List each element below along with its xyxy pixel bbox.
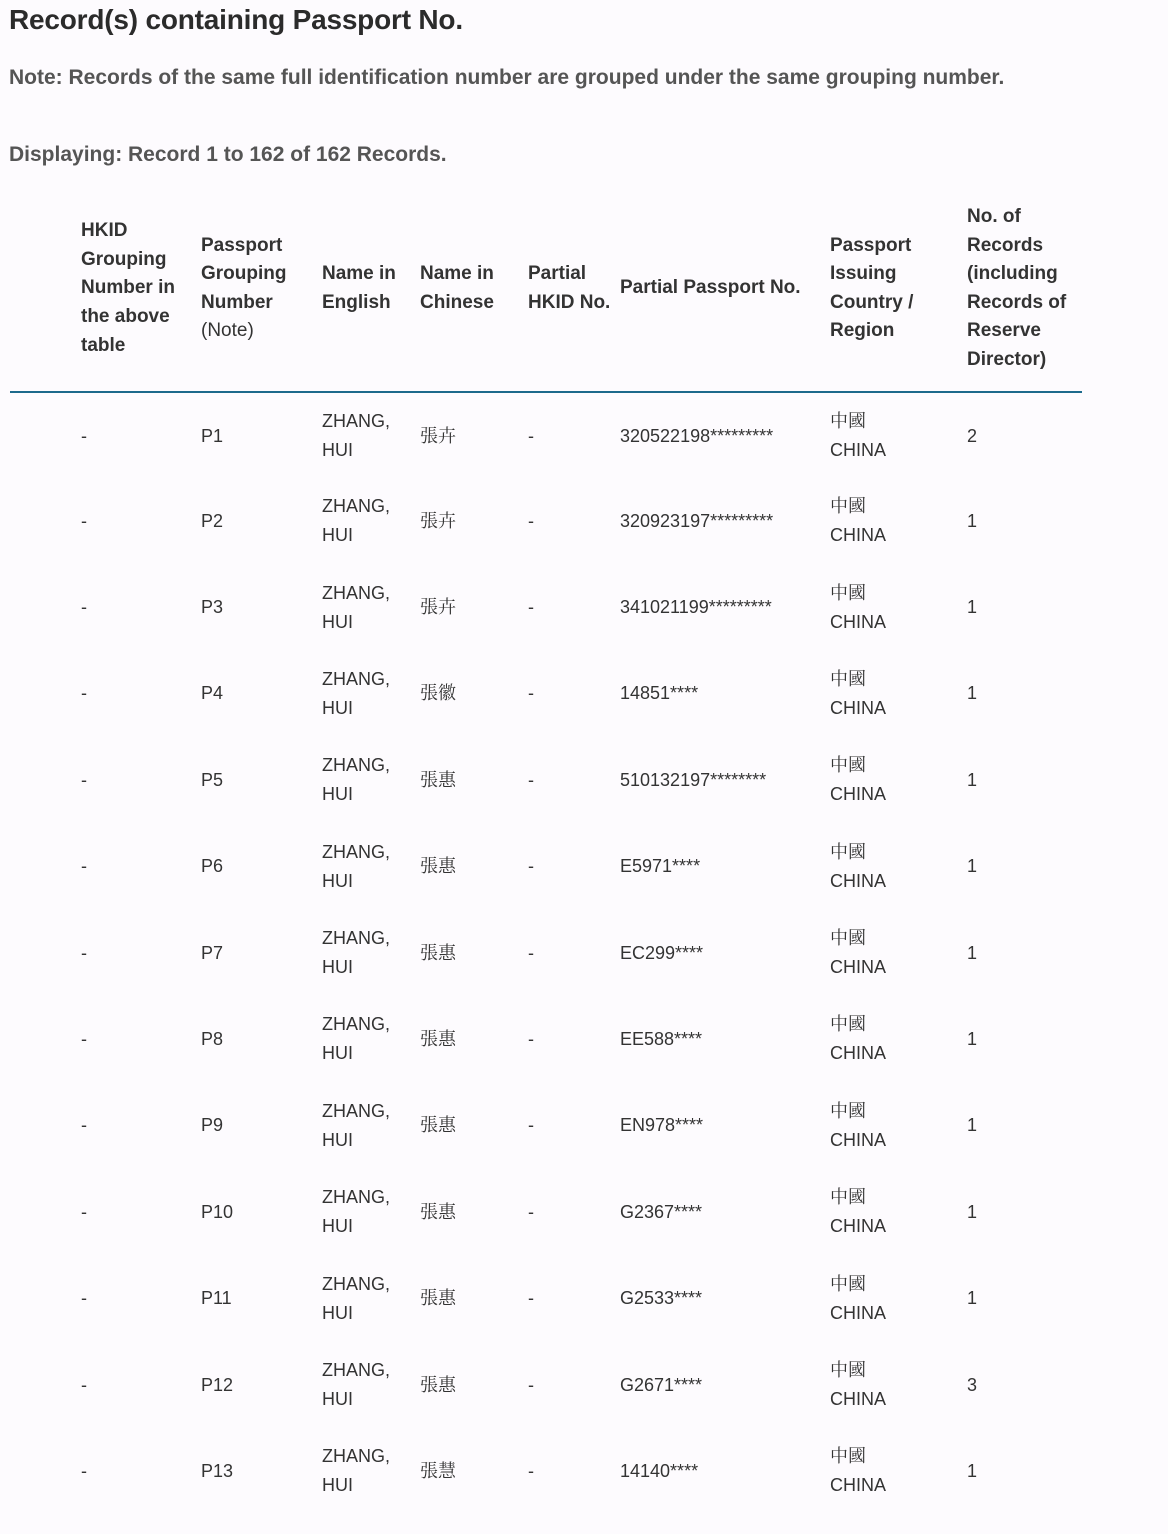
name-english-line2: HUI [322, 870, 353, 891]
name-english-line2: HUI [322, 1389, 353, 1410]
country-english: CHINA [830, 1129, 887, 1150]
column-spacer [10, 824, 81, 910]
name-english-line1: ZHANG, [322, 1446, 391, 1467]
country-english: CHINA [830, 1043, 887, 1064]
page-title: Record(s) containing Passport No. [9, 4, 463, 35]
table-row [10, 1428, 1082, 1514]
country-english: CHINA [830, 957, 887, 978]
table-row [10, 564, 1082, 650]
cell-name-chinese: 張惠 [420, 1115, 456, 1136]
cell-name-chinese: 張惠 [420, 1374, 456, 1395]
cell-name-english [322, 1342, 420, 1428]
cell-issuing-country [830, 478, 967, 564]
country-english: CHINA [830, 870, 887, 891]
cell-partial-hkid: - [528, 510, 534, 531]
cell-issuing-country [830, 1083, 967, 1169]
country-english: CHINA [830, 784, 887, 805]
cell-hkid-grouping: - [81, 1201, 87, 1222]
cell-partial-hkid: - [528, 1374, 534, 1395]
name-english-line2: HUI [322, 784, 353, 805]
cell-hkid-grouping: - [81, 425, 87, 446]
name-english-line1: ZHANG, [322, 1187, 391, 1208]
cell-partial-passport: G2367**** [620, 1201, 703, 1222]
header-name-english: Name in English [322, 203, 420, 392]
name-english-line2: HUI [322, 1216, 353, 1237]
cell-hkid-grouping: - [81, 510, 87, 531]
table-row [10, 1342, 1082, 1428]
cell-passport-grouping: P4 [201, 683, 224, 704]
name-english-line1: ZHANG, [322, 1360, 391, 1381]
cell-issuing-country [830, 564, 967, 650]
cell-hkid-grouping: - [81, 1374, 87, 1395]
table-row [10, 392, 1082, 478]
name-english-line2: HUI [322, 611, 353, 632]
cell-issuing-country [830, 1169, 967, 1255]
cell-partial-hkid: - [528, 683, 534, 704]
country-chinese: 中國 [830, 928, 866, 949]
cell-passport-grouping: P11 [201, 1288, 232, 1309]
table-row [10, 996, 1082, 1082]
cell-no-of-records: 1 [967, 1201, 978, 1222]
cell-partial-hkid: - [528, 1201, 534, 1222]
cell-partial-hkid: - [528, 425, 534, 446]
cell-partial-hkid: - [528, 597, 534, 618]
cell-partial-hkid: - [528, 769, 534, 790]
name-english-line1: ZHANG, [322, 582, 391, 603]
country-english: CHINA [830, 440, 887, 461]
cell-partial-hkid: - [528, 1115, 534, 1136]
name-english-line1: ZHANG, [322, 928, 391, 949]
country-chinese: 中國 [830, 1360, 866, 1381]
cell-issuing-country [830, 910, 967, 996]
name-english-line1: ZHANG, [322, 1014, 391, 1035]
cell-hkid-grouping: - [81, 683, 87, 704]
cell-partial-passport: 320522198********* [620, 425, 774, 446]
cell-passport-grouping: P10 [201, 1201, 234, 1222]
cell-hkid-grouping: - [81, 1028, 87, 1049]
column-spacer [10, 651, 81, 737]
cell-hkid-grouping: - [81, 597, 87, 618]
cell-partial-hkid: - [528, 1460, 534, 1481]
table-row [10, 910, 1082, 996]
cell-partial-passport: EE588**** [620, 1028, 703, 1049]
cell-no-of-records: 1 [967, 1028, 978, 1049]
header-no-of-records: No. of Records (including Records of Reserve Director) [967, 203, 1082, 392]
cell-hkid-grouping: - [81, 769, 87, 790]
country-english: CHINA [830, 1475, 887, 1496]
name-english-line1: ZHANG, [322, 1273, 391, 1294]
cell-no-of-records: 3 [967, 1374, 978, 1395]
header-hkid-grouping: HKID Grouping Number in the above table [81, 203, 201, 392]
name-english-line1: ZHANG, [322, 668, 391, 689]
column-spacer [10, 1342, 81, 1428]
cell-partial-passport: 14851**** [620, 683, 699, 704]
country-chinese: 中國 [830, 841, 866, 862]
cell-passport-grouping: P5 [201, 769, 224, 790]
cell-issuing-country [830, 996, 967, 1082]
country-chinese: 中國 [830, 668, 866, 689]
cell-issuing-country [830, 392, 967, 478]
grouping-note: Note: Records of the same full identification number are grouped under the same grouping number. [9, 66, 1005, 89]
cell-name-chinese: 張惠 [420, 942, 456, 963]
country-chinese: 中國 [830, 496, 866, 517]
cell-name-english [322, 478, 420, 564]
cell-partial-hkid: - [528, 856, 534, 877]
cell-name-chinese: 張卉 [420, 425, 456, 446]
cell-partial-passport: E5971**** [620, 856, 701, 877]
cell-passport-grouping: P8 [201, 1028, 224, 1049]
cell-hkid-grouping: - [81, 1288, 87, 1309]
cell-hkid-grouping: - [81, 942, 87, 963]
column-spacer [10, 564, 81, 650]
cell-name-english [322, 651, 420, 737]
country-chinese: 中國 [830, 1014, 866, 1035]
table-row [10, 1255, 1082, 1341]
column-spacer [10, 478, 81, 564]
name-english-line2: HUI [322, 1043, 353, 1064]
cell-name-chinese: 張惠 [420, 856, 456, 877]
table-row [10, 478, 1082, 564]
cell-name-english [322, 1169, 420, 1255]
table-row [10, 824, 1082, 910]
cell-name-english [322, 996, 420, 1082]
note-reference: (Note) [201, 320, 254, 342]
cell-no-of-records: 1 [967, 1288, 978, 1309]
table-header-row [10, 203, 1082, 392]
header-issuing-country: Passport Issuing Country / Region [830, 203, 967, 392]
name-english-line1: ZHANG, [322, 496, 391, 517]
header-passport-grouping-label: Passport Grouping Number [201, 234, 287, 313]
cell-name-chinese: 張卉 [420, 597, 456, 618]
cell-no-of-records: 1 [967, 1460, 978, 1481]
country-chinese: 中國 [830, 1273, 866, 1294]
column-spacer [10, 996, 81, 1082]
cell-name-chinese: 張慧 [420, 1460, 456, 1481]
country-chinese: 中國 [830, 411, 866, 432]
cell-no-of-records: 1 [967, 942, 978, 963]
header-passport-grouping [201, 203, 322, 392]
cell-no-of-records: 1 [967, 856, 978, 877]
country-chinese: 中國 [830, 1187, 866, 1208]
cell-hkid-grouping: - [81, 1460, 87, 1481]
column-spacer [10, 910, 81, 996]
cell-passport-grouping: P3 [201, 597, 224, 618]
cell-name-chinese: 張惠 [420, 1028, 456, 1049]
cell-passport-grouping: P13 [201, 1460, 234, 1481]
cell-issuing-country [830, 1342, 967, 1428]
cell-no-of-records: 1 [967, 510, 978, 531]
cell-name-chinese: 張惠 [420, 1288, 456, 1309]
cell-name-chinese: 張惠 [420, 769, 456, 790]
cell-partial-passport: 14140**** [620, 1460, 699, 1481]
table-row [10, 737, 1082, 823]
cell-partial-passport: 320923197********* [620, 510, 774, 531]
column-spacer [10, 1083, 81, 1169]
header-name-chinese: Name in Chinese [420, 203, 528, 392]
cell-name-english [322, 824, 420, 910]
cell-name-chinese: 張徽 [420, 683, 456, 704]
name-english-line1: ZHANG, [322, 755, 391, 776]
cell-partial-hkid: - [528, 1028, 534, 1049]
country-english: CHINA [830, 525, 887, 546]
column-spacer [10, 203, 81, 392]
cell-issuing-country [830, 651, 967, 737]
cell-passport-grouping: P9 [201, 1115, 224, 1136]
cell-partial-passport: EN978**** [620, 1115, 704, 1136]
name-english-line2: HUI [322, 1475, 353, 1496]
cell-hkid-grouping: - [81, 1115, 87, 1136]
header-partial-hkid: Partial HKID No. [528, 203, 620, 392]
cell-partial-hkid: - [528, 1288, 534, 1309]
name-english-line2: HUI [322, 697, 353, 718]
header-partial-passport: Partial Passport No. [620, 203, 830, 392]
table-row [10, 1083, 1082, 1169]
column-spacer [10, 1255, 81, 1341]
cell-passport-grouping: P1 [201, 425, 224, 446]
country-english: CHINA [830, 697, 887, 718]
name-english-line1: ZHANG, [322, 1100, 391, 1121]
record-count: Displaying: Record 1 to 162 of 162 Records. [9, 143, 447, 166]
name-english-line2: HUI [322, 1129, 353, 1150]
country-chinese: 中國 [830, 1100, 866, 1121]
cell-partial-passport: G2671**** [620, 1374, 703, 1395]
cell-no-of-records: 1 [967, 683, 978, 704]
cell-partial-passport: 341021199********* [620, 597, 772, 618]
cell-passport-grouping: P6 [201, 856, 224, 877]
name-english-line1: ZHANG, [322, 841, 391, 862]
name-english-line2: HUI [322, 525, 353, 546]
country-english: CHINA [830, 1302, 887, 1323]
cell-name-chinese: 張惠 [420, 1201, 456, 1222]
country-english: CHINA [830, 611, 887, 632]
cell-name-english [322, 737, 420, 823]
cell-issuing-country [830, 737, 967, 823]
table-row [10, 1169, 1082, 1255]
cell-passport-grouping: P7 [201, 942, 224, 963]
cell-issuing-country [830, 824, 967, 910]
cell-partial-passport: 510132197******** [620, 769, 767, 790]
column-spacer [10, 392, 81, 478]
country-chinese: 中國 [830, 1446, 866, 1467]
cell-hkid-grouping: - [81, 856, 87, 877]
name-english-line2: HUI [322, 1302, 353, 1323]
cell-partial-hkid: - [528, 942, 534, 963]
records-table [10, 203, 1082, 1515]
cell-name-english [322, 1083, 420, 1169]
cell-issuing-country [830, 1255, 967, 1341]
cell-name-english [322, 1255, 420, 1341]
table-row [10, 651, 1082, 737]
cell-passport-grouping: P2 [201, 510, 224, 531]
cell-no-of-records: 1 [967, 597, 978, 618]
cell-name-english [322, 910, 420, 996]
name-english-line2: HUI [322, 440, 353, 461]
name-english-line2: HUI [322, 957, 353, 978]
cell-no-of-records: 1 [967, 769, 978, 790]
cell-issuing-country [830, 1428, 967, 1514]
cell-no-of-records: 1 [967, 1115, 978, 1136]
country-english: CHINA [830, 1389, 887, 1410]
column-spacer [10, 1169, 81, 1255]
cell-no-of-records: 2 [967, 425, 978, 446]
cell-partial-passport: EC299**** [620, 942, 704, 963]
column-spacer [10, 737, 81, 823]
column-spacer [10, 1428, 81, 1514]
cell-name-english [322, 1428, 420, 1514]
cell-name-chinese: 張卉 [420, 510, 456, 531]
country-english: CHINA [830, 1216, 887, 1237]
cell-passport-grouping: P12 [201, 1374, 234, 1395]
country-chinese: 中國 [830, 755, 866, 776]
name-english-line1: ZHANG, [322, 411, 391, 432]
cell-name-english [322, 564, 420, 650]
country-chinese: 中國 [830, 582, 866, 603]
cell-name-english [322, 392, 420, 478]
cell-partial-passport: G2533**** [620, 1288, 703, 1309]
